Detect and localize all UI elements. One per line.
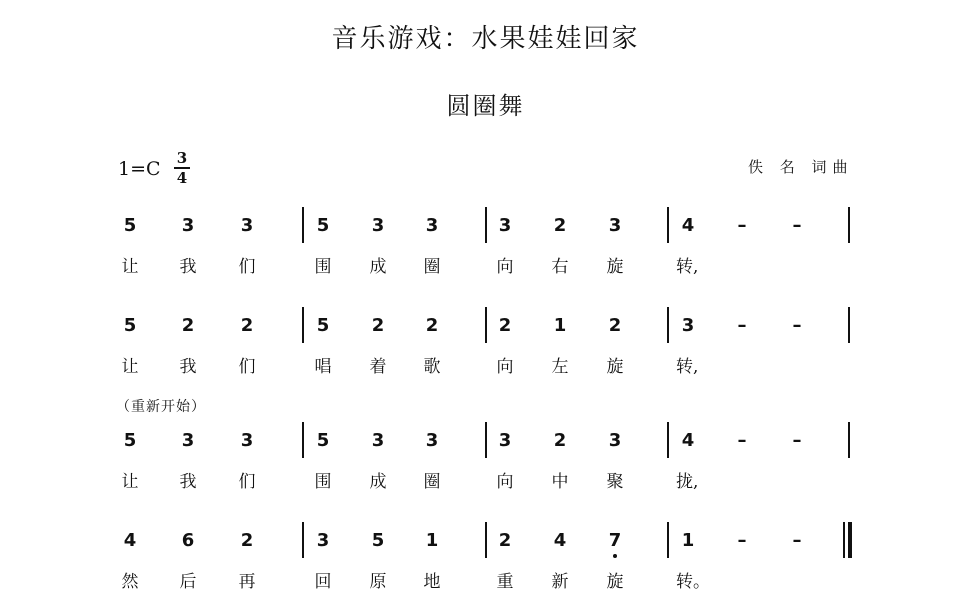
note: 5 <box>316 215 330 236</box>
note: 3 <box>240 430 254 451</box>
sustain-dash: – <box>792 215 802 236</box>
lyric: 旋 <box>606 572 624 592</box>
final-barline-thick <box>848 522 852 558</box>
note: 3 <box>498 215 512 236</box>
lyric: 向 <box>496 472 514 492</box>
composer-credit: 佚 名 词曲 <box>748 158 854 176</box>
sustain-dash: – <box>792 315 802 336</box>
time-signature <box>174 150 190 186</box>
lyric: 后 <box>179 572 197 592</box>
note: 5 <box>316 315 330 336</box>
key-label: 1=C <box>118 158 161 180</box>
lyric: 圈 <box>423 472 441 492</box>
barline <box>848 422 850 458</box>
time-signature-top: 3 <box>176 149 188 167</box>
lyric: 转, <box>676 357 699 377</box>
note: 2 <box>240 315 254 336</box>
note: 2 <box>553 430 567 451</box>
note: 3 <box>425 215 439 236</box>
lyric: 向 <box>496 357 514 377</box>
lyric: 我 <box>179 357 197 377</box>
note: 2 <box>608 315 622 336</box>
note: 4 <box>553 530 567 551</box>
note: 6 <box>181 530 195 551</box>
time-signature-bottom: 4 <box>176 169 188 187</box>
lyric: 再 <box>238 572 256 592</box>
sustain-dash: – <box>737 215 747 236</box>
lyric: 们 <box>238 257 256 277</box>
note: 5 <box>371 530 385 551</box>
barline <box>302 207 304 243</box>
sustain-dash: – <box>737 430 747 451</box>
final-barline-thin <box>843 522 845 558</box>
note: 3 <box>681 315 695 336</box>
note: 1 <box>681 530 695 551</box>
note: 5 <box>123 315 137 336</box>
barline <box>485 307 487 343</box>
note: 2 <box>240 530 254 551</box>
note: 3 <box>316 530 330 551</box>
lyric: 中 <box>551 472 569 492</box>
lyric: 聚 <box>606 472 624 492</box>
note: 7 <box>605 530 625 551</box>
note: 3 <box>608 215 622 236</box>
lyric: 地 <box>423 572 441 592</box>
note: 2 <box>553 215 567 236</box>
barline <box>667 422 669 458</box>
note: 3 <box>608 430 622 451</box>
lyric: 们 <box>238 472 256 492</box>
lyric: 拢, <box>676 472 699 492</box>
lyric: 成 <box>369 257 387 277</box>
lyric: 新 <box>551 572 569 592</box>
lyric: 让 <box>121 357 139 377</box>
lyric: 转。 <box>676 572 710 592</box>
note: 4 <box>681 430 695 451</box>
lyric: 唱 <box>314 357 332 377</box>
lyric: 左 <box>551 357 569 377</box>
lyric: 我 <box>179 257 197 277</box>
lyric: 歌 <box>423 357 441 377</box>
restart-annotation: （重新开始） <box>116 399 206 415</box>
barline <box>485 522 487 558</box>
lyric: 让 <box>121 472 139 492</box>
note: 5 <box>123 215 137 236</box>
lyric: 重 <box>496 572 514 592</box>
lyric: 向 <box>496 257 514 277</box>
note: 3 <box>498 430 512 451</box>
song-title: 圆圈舞 <box>446 92 525 120</box>
note: 2 <box>371 315 385 336</box>
barline <box>667 207 669 243</box>
barline <box>667 522 669 558</box>
note: 3 <box>181 215 195 236</box>
sustain-dash: – <box>792 530 802 551</box>
note: 3 <box>425 430 439 451</box>
lyric: 旋 <box>606 257 624 277</box>
barline <box>485 207 487 243</box>
barline <box>848 307 850 343</box>
lyric: 围 <box>314 472 332 492</box>
note: 2 <box>498 315 512 336</box>
lyric: 原 <box>369 572 387 592</box>
lyric: 右 <box>551 257 569 277</box>
lyric: 成 <box>369 472 387 492</box>
note: 5 <box>316 430 330 451</box>
note: 3 <box>371 430 385 451</box>
lyric: 着 <box>369 357 387 377</box>
lyric: 然 <box>121 572 139 592</box>
note: 5 <box>123 430 137 451</box>
note: 4 <box>681 215 695 236</box>
lyric: 回 <box>314 572 332 592</box>
sustain-dash: – <box>792 430 802 451</box>
lyric: 旋 <box>606 357 624 377</box>
barline <box>848 207 850 243</box>
barline <box>485 422 487 458</box>
note: 2 <box>498 530 512 551</box>
note: 3 <box>181 430 195 451</box>
page-title: 音乐游戏：水果娃娃回家 <box>331 24 640 54</box>
lyric: 圈 <box>423 257 441 277</box>
barline <box>302 522 304 558</box>
note: 2 <box>425 315 439 336</box>
barline <box>302 307 304 343</box>
note: 2 <box>181 315 195 336</box>
sustain-dash: – <box>737 530 747 551</box>
note: 3 <box>371 215 385 236</box>
lyric: 围 <box>314 257 332 277</box>
barline <box>302 422 304 458</box>
lyric: 们 <box>238 357 256 377</box>
lyric: 让 <box>121 257 139 277</box>
note: 1 <box>425 530 439 551</box>
lyric: 我 <box>179 472 197 492</box>
note: 1 <box>553 315 567 336</box>
note: 3 <box>240 215 254 236</box>
note: 4 <box>123 530 137 551</box>
barline <box>667 307 669 343</box>
sustain-dash: – <box>737 315 747 336</box>
lyric: 转, <box>676 257 699 277</box>
